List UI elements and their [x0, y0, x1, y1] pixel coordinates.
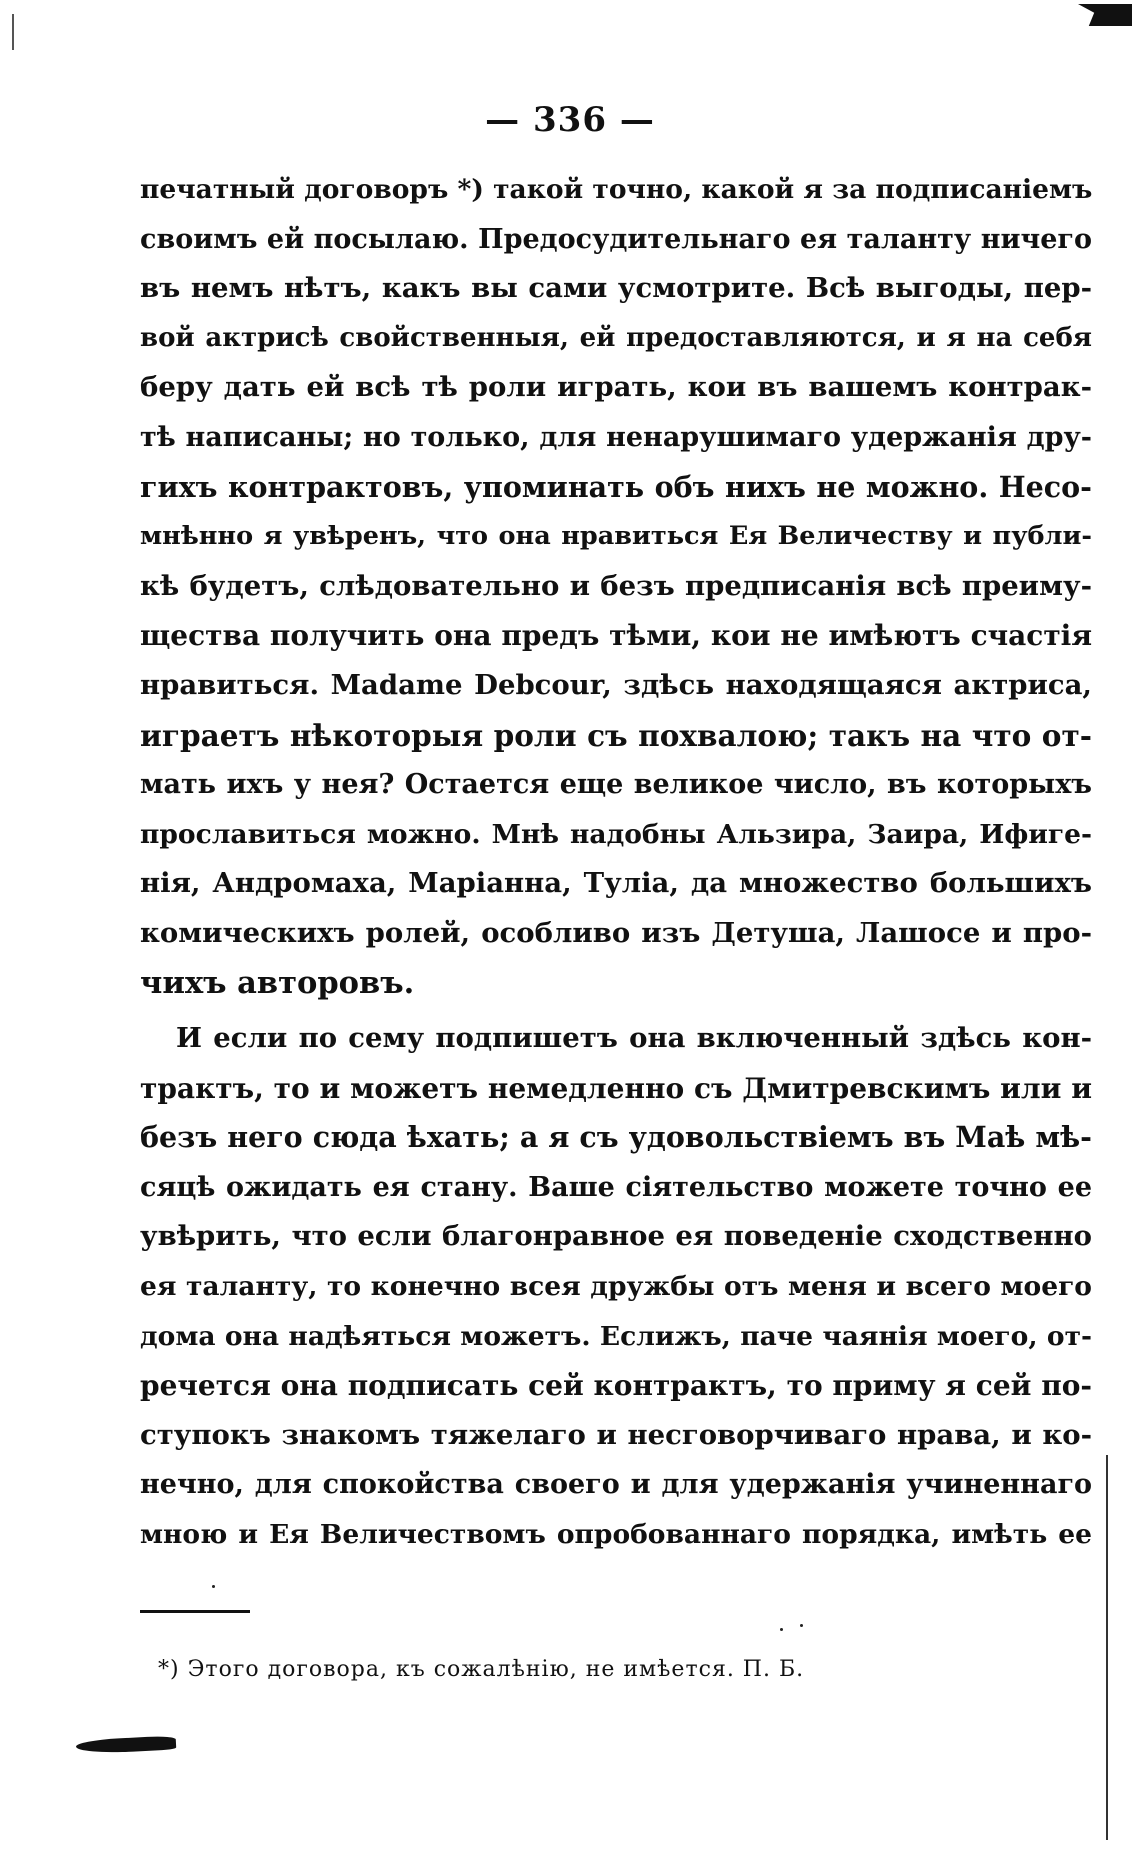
- text-line: своимъ ей посылаю. Предосудительнаго ея таланту ничего: [140, 223, 1092, 255]
- text-line: кѣ будетъ, слѣдовательно и безъ предписанія всѣ преиму-: [140, 569, 1092, 602]
- text-line: комическихъ ролей, особливо изъ Детуша, Лашосе и про-: [140, 916, 1092, 949]
- text-line: ступокъ знакомъ тяжелаго и несговорчиваго нрава, и ко-: [140, 1418, 1092, 1451]
- scan-edge-mark: [1106, 1455, 1108, 1840]
- text-line: тѣ написаны; но только, для ненарушимаго удержанія дру-: [140, 421, 1092, 453]
- text-line: увѣрить, что если благонравное ея поведеніе сходственно: [140, 1220, 1092, 1253]
- text-line: нія, Андромаха, Маріанна, Туліа, да множество большихъ: [140, 867, 1092, 900]
- text-line: щества получить она предъ тѣми, кои не имѣютъ счастія: [140, 619, 1092, 653]
- scan-speck: [212, 1585, 215, 1588]
- text-line: беру дать ей всѣ тѣ роли играть, кои въ вашемъ контрак-: [140, 371, 1092, 404]
- text-line: речется она подписать сей контрактъ, то приму я сей по-: [140, 1369, 1092, 1403]
- scan-corner-mark: [1078, 4, 1132, 26]
- footnote-rule: [140, 1610, 250, 1613]
- text-line: вой актрисѣ свойственныя, ей предоставляются, и я на себя: [140, 322, 1092, 353]
- text-line: трактъ, то и можетъ немедленно съ Дмитревскимъ или и: [140, 1071, 1092, 1105]
- text-line: гихъ контрактовъ, упоминать объ нихъ не можно. Несо-: [140, 469, 1092, 504]
- text-line: нечно, для спокойства своего и для удержанія учиненнаго: [140, 1469, 1092, 1501]
- text-line: сяцѣ ожидать ея стану. Ваше сіятельство можете точно ее: [140, 1171, 1092, 1203]
- body-text: [140, 165, 1092, 1560]
- scan-speck: [780, 1628, 783, 1631]
- scan-speck: [800, 1624, 803, 1627]
- text-line: мать ихъ у нея? Остается еще великое число, въ которыхъ: [140, 769, 1092, 801]
- text-line: чихъ авторовъ.: [140, 964, 415, 1001]
- text-line: безъ него сюда ѣхать; а я съ удовольствіемъ въ Маѣ мѣ-: [140, 1120, 1092, 1155]
- text-line: въ немъ нѣтъ, какъ вы сами усмотрите. Всѣ выгоды, пер-: [140, 272, 1092, 305]
- scan-edge-mark: [12, 14, 14, 50]
- text-line: прославиться можно. Мнѣ надобны Альзира, Заира, Ифиге-: [140, 818, 1092, 850]
- text-line: нравиться. Madame Debcour, здѣсь находящаяся актриса,: [140, 668, 1092, 701]
- text-line: И если по сему подпишетъ она включенный здѣсь кон-: [176, 1022, 1092, 1055]
- paragraph-1: [140, 165, 1092, 1008]
- text-line: мнѣнно я увѣренъ, что она нравиться Ея Величеству и публи-: [140, 521, 1092, 552]
- page-number: — 336 —: [485, 100, 655, 140]
- text-line: ея таланту, то конечно всея дружбы отъ меня и всего моего: [140, 1271, 1092, 1303]
- text-line: мною и Ея Величествомъ опробованнаго порядка, имѣть ее: [140, 1519, 1092, 1551]
- paragraph-2: [140, 1014, 1092, 1560]
- text-line: играетъ нѣкоторыя роли съ похвалою; такъ на что от-: [140, 717, 1092, 753]
- text-line: дома она надѣяться можетъ. Еслижъ, паче чаянія моего, от-: [140, 1320, 1092, 1352]
- text-line: печатный договоръ *) такой точно, какой я за подписаніемъ: [140, 174, 1093, 205]
- footnote: *) Этого договора, къ сожалѣнію, не имѣется. П. Б.: [158, 1657, 805, 1682]
- ink-smear: [76, 1735, 177, 1754]
